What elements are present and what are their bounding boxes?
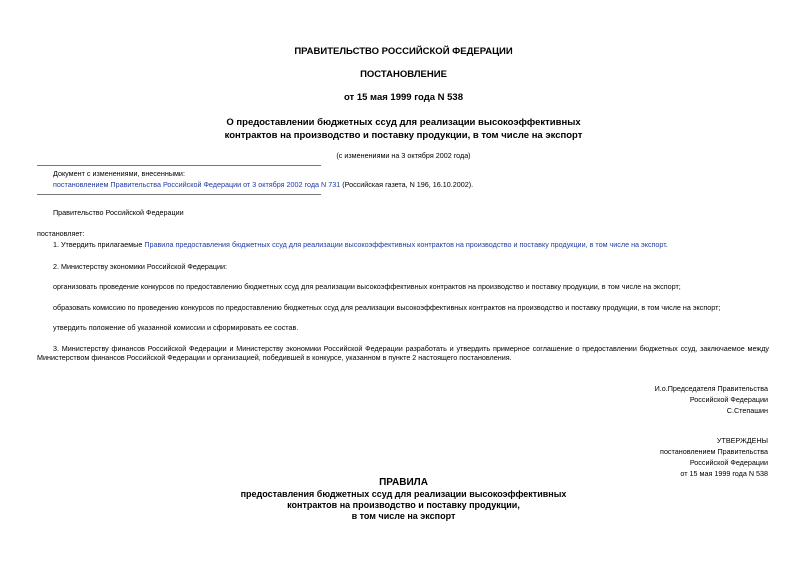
rules-heading: ПРАВИЛА <box>379 477 428 488</box>
approval-line-4: от 15 мая 1999 года N 538 <box>680 469 768 478</box>
document-date-number: от 15 мая 1999 года N 538 <box>343 92 464 103</box>
decrees-text: постановляет: <box>37 229 85 238</box>
government-heading: ПРАВИТЕЛЬСТВО РОССИЙСКОЙ ФЕДЕРАЦИИ <box>294 46 513 57</box>
approval-line-2: постановлением Правительства <box>660 447 768 456</box>
document-type: ПОСТАНОВЛЕНИЕ <box>360 69 447 80</box>
item-2: 2. Министерству экономики Российской Федерации: <box>53 262 228 271</box>
issuer-text: Правительство Российской Федерации <box>53 208 184 217</box>
item-3: 3. Министерству финансов Российской Федерации и Министерству экономики Российской Федерации разработать и утвердить примерное соглашение о предоставлении бюджетных ссуд, заключаемое между Министерством финансов Российской Федерации и организацией, победившей в конкурсе, указанном в пункте 2 настоящего постановления. <box>37 344 769 362</box>
revision-note: (с изменениями на 3 октября 2002 года) <box>336 151 471 160</box>
signature-country: Российской Федерации <box>689 395 768 404</box>
amendment-decree-link[interactable]: постановлением Правительства Российской Федерации от 3 октября 2002 года N 731 <box>53 180 341 189</box>
amendments-line <box>53 180 793 189</box>
rules-title-line-1: предоставления бюджетных ссуд для реализации высокоэффективных <box>240 489 567 499</box>
signature-title: И.о.Председателя Правительства <box>654 384 768 393</box>
item-2b: образовать комиссию по проведению конкурсов по предоставлению бюджетных ссуд для реализации высокоэффективных контрактов на производство и поставку продукции, в том числе на экспорт; <box>53 303 721 312</box>
rules-title-line-2: контрактов на производство и поставку продукции, <box>287 500 520 510</box>
item-1-suffix: . <box>665 240 668 249</box>
approval-line-3: Российской Федерации <box>689 458 768 467</box>
item-2a: организовать проведение конкурсов по предоставлению бюджетных ссуд для реализации высокоэффективных контрактов на производство и поставку продукции, в том числе на экспорт; <box>53 282 681 291</box>
amendments-intro: Документ с изменениями, внесенными: <box>53 169 185 178</box>
document-title-line-2: контрактов на производство и поставку продукции, в том числе на экспорт <box>224 130 583 141</box>
amendment-source: (Российская газета, N 196, 16.10.2002). <box>340 180 474 189</box>
rules-title-line-3: в том числе на экспорт <box>351 511 456 521</box>
item-1-prefix: 1. Утвердить прилагаемые <box>53 240 145 249</box>
item-2c: утвердить положение об указанной комиссии и сформировать ее состав. <box>53 323 299 332</box>
approval-heading: УТВЕРЖДЕНЫ <box>716 436 768 445</box>
document-title-line-1: О предоставлении бюджетных ссуд для реализации высокоэффективных <box>226 117 581 128</box>
signature-name: С.Степашин <box>726 406 768 415</box>
divider-top <box>37 165 321 166</box>
rules-link[interactable]: Правила предоставления бюджетных ссуд для реализации высокоэффективных контрактов на производство и поставку продукции, в том числе на экспорт <box>144 240 666 249</box>
divider-bottom <box>37 194 321 195</box>
item-1 <box>53 240 793 249</box>
